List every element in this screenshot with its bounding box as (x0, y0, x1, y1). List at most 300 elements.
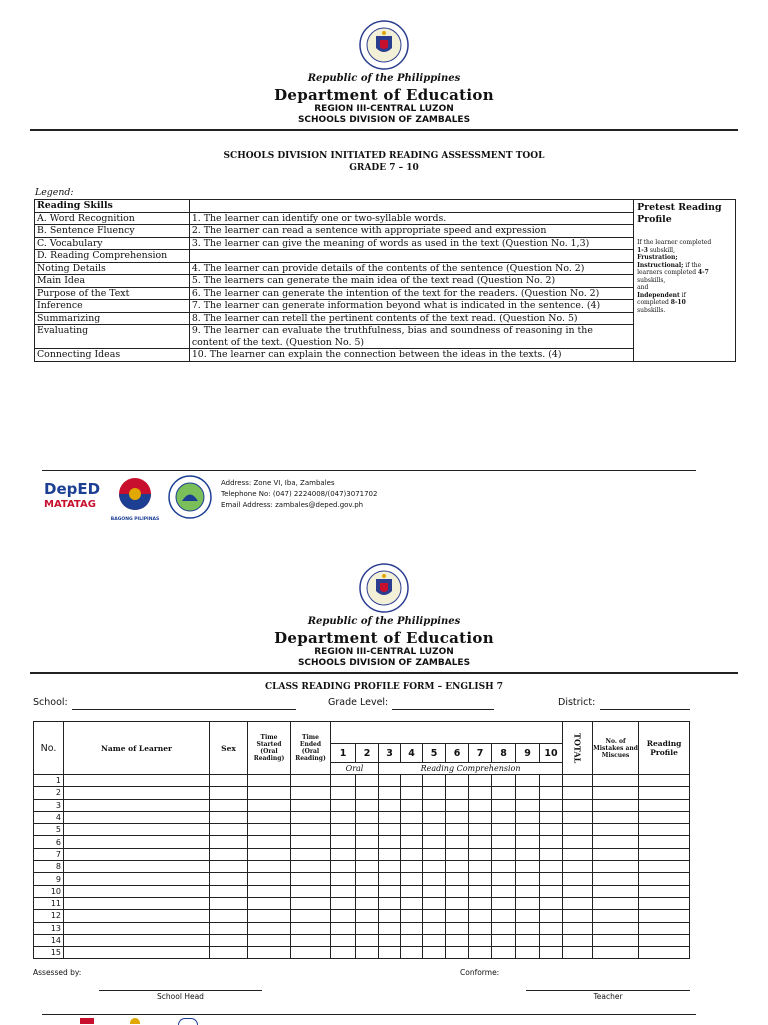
table-cell[interactable] (379, 775, 401, 787)
table-cell[interactable] (516, 934, 540, 946)
table-cell[interactable] (331, 910, 356, 922)
table-cell[interactable] (423, 873, 446, 885)
table-cell[interactable] (356, 811, 379, 823)
skill-desc: 2. The learner can read a sentence with appropriate speed and expression (189, 225, 633, 238)
table-cell[interactable] (291, 934, 331, 946)
table-cell[interactable] (639, 836, 690, 848)
table-cell[interactable] (210, 910, 248, 922)
table-cell[interactable] (64, 947, 210, 959)
table-cell[interactable] (401, 885, 423, 897)
table-row (34, 811, 690, 823)
table-cell[interactable] (423, 897, 446, 909)
table-cell[interactable] (356, 824, 379, 836)
table-cell[interactable] (593, 824, 639, 836)
table-cell[interactable] (64, 910, 210, 922)
table-cell[interactable] (563, 861, 593, 873)
table-cell[interactable] (64, 811, 210, 823)
table-cell[interactable] (379, 922, 401, 934)
table-cell[interactable] (423, 947, 446, 959)
table-cell[interactable] (540, 811, 563, 823)
table-cell[interactable] (469, 811, 492, 823)
table-cell[interactable] (516, 947, 540, 959)
profile-line: subskills, (637, 276, 666, 284)
table-cell[interactable] (446, 897, 469, 909)
table-cell[interactable] (563, 811, 593, 823)
table-cell[interactable] (401, 922, 423, 934)
table-cell[interactable] (446, 848, 469, 860)
table-cell[interactable] (639, 897, 690, 909)
table-cell[interactable] (639, 799, 690, 811)
table-cell[interactable] (291, 861, 331, 873)
table-cell[interactable] (210, 775, 248, 787)
table-cell[interactable] (540, 775, 563, 787)
table-cell[interactable] (248, 873, 291, 885)
table-cell[interactable] (356, 885, 379, 897)
table-cell[interactable] (423, 922, 446, 934)
skill-desc: 10. The learner can explain the connection between the ideas in the texts. (4) (189, 349, 633, 362)
table-cell[interactable] (639, 934, 690, 946)
table-cell[interactable] (248, 947, 291, 959)
table-cell[interactable] (446, 922, 469, 934)
table-cell[interactable] (540, 873, 563, 885)
table-cell[interactable] (379, 824, 401, 836)
cap-comprehension: Reading Comprehension (379, 763, 563, 775)
table-cell[interactable] (64, 848, 210, 860)
table-cell[interactable] (639, 824, 690, 836)
teacher-line[interactable] (526, 990, 690, 991)
table-cell[interactable] (423, 811, 446, 823)
table-cell[interactable] (423, 836, 446, 848)
table-cell[interactable] (492, 885, 516, 897)
table-cell[interactable] (516, 775, 540, 787)
table-cell[interactable] (248, 885, 291, 897)
table-cell[interactable] (540, 824, 563, 836)
table-cell[interactable] (446, 811, 469, 823)
table-cell[interactable] (540, 787, 563, 799)
table-cell[interactable] (379, 897, 401, 909)
table-cell[interactable] (492, 922, 516, 934)
table-cell[interactable] (446, 787, 469, 799)
table-cell[interactable] (401, 947, 423, 959)
row-number: 1 (34, 775, 64, 787)
table-cell[interactable] (423, 934, 446, 946)
table-cell[interactable] (379, 910, 401, 922)
row-number: 5 (34, 824, 64, 836)
table-cell[interactable] (331, 861, 356, 873)
table-cell[interactable] (64, 897, 210, 909)
table-cell[interactable] (291, 775, 331, 787)
table-cell[interactable] (331, 922, 356, 934)
table-cell[interactable] (446, 947, 469, 959)
table-cell[interactable] (593, 922, 639, 934)
table-cell[interactable] (593, 811, 639, 823)
table-cell[interactable] (492, 811, 516, 823)
table-cell[interactable] (210, 897, 248, 909)
table-cell[interactable] (401, 799, 423, 811)
table-cell[interactable] (446, 873, 469, 885)
table-cell[interactable] (379, 836, 401, 848)
row-number: 2 (34, 787, 64, 799)
table-cell[interactable] (469, 922, 492, 934)
table-cell[interactable] (492, 824, 516, 836)
table-cell[interactable] (540, 934, 563, 946)
table-cell[interactable] (492, 873, 516, 885)
table-cell[interactable] (356, 787, 379, 799)
profile-line: subskills. (637, 306, 666, 314)
table-cell[interactable] (593, 775, 639, 787)
table-cell[interactable] (291, 811, 331, 823)
table-cell[interactable] (291, 848, 331, 860)
table-cell[interactable] (563, 775, 593, 787)
table-cell[interactable] (356, 848, 379, 860)
table-cell[interactable] (563, 885, 593, 897)
table-cell[interactable] (423, 799, 446, 811)
table-cell[interactable] (516, 848, 540, 860)
table-cell[interactable] (64, 824, 210, 836)
table-cell[interactable] (540, 836, 563, 848)
table-cell[interactable] (469, 861, 492, 873)
table-cell[interactable] (401, 873, 423, 885)
table-cell[interactable] (248, 934, 291, 946)
skill-desc: 5. The learners can generate the main idea of the text read (Question No. 2) (189, 275, 633, 288)
table-cell[interactable] (291, 897, 331, 909)
table-cell[interactable] (331, 787, 356, 799)
table-cell[interactable] (248, 824, 291, 836)
table-cell[interactable] (516, 873, 540, 885)
table-cell[interactable] (248, 775, 291, 787)
table-cell[interactable] (469, 848, 492, 860)
table-cell[interactable] (331, 897, 356, 909)
table-cell[interactable] (593, 787, 639, 799)
table-cell[interactable] (210, 947, 248, 959)
table-cell[interactable] (356, 861, 379, 873)
table-cell[interactable] (469, 799, 492, 811)
table-cell[interactable] (540, 799, 563, 811)
table-cell[interactable] (492, 775, 516, 787)
table-cell[interactable] (469, 885, 492, 897)
table-cell[interactable] (639, 910, 690, 922)
table-cell[interactable] (639, 848, 690, 860)
table-cell[interactable] (379, 934, 401, 946)
table-cell[interactable] (331, 824, 356, 836)
table-cell[interactable] (210, 861, 248, 873)
table-cell[interactable] (492, 848, 516, 860)
table-cell[interactable] (423, 885, 446, 897)
table-cell[interactable] (331, 934, 356, 946)
table-cell[interactable] (210, 922, 248, 934)
table-cell[interactable] (291, 910, 331, 922)
table-cell[interactable] (492, 861, 516, 873)
table-cell[interactable] (469, 910, 492, 922)
skill-name: Inference (35, 300, 190, 313)
table-cell[interactable] (291, 824, 331, 836)
table-cell[interactable] (516, 922, 540, 934)
table-cell[interactable] (639, 861, 690, 873)
table-cell[interactable] (593, 873, 639, 885)
table-cell[interactable] (492, 897, 516, 909)
table-cell[interactable] (291, 922, 331, 934)
table-row (34, 947, 690, 959)
row-number: 14 (34, 934, 64, 946)
table-cell[interactable] (291, 873, 331, 885)
table-cell[interactable] (401, 848, 423, 860)
table-cell[interactable] (593, 947, 639, 959)
table-cell[interactable] (563, 848, 593, 860)
table-cell[interactable] (469, 897, 492, 909)
table-cell[interactable] (563, 836, 593, 848)
table-cell[interactable] (248, 799, 291, 811)
table-cell[interactable] (563, 799, 593, 811)
table-cell[interactable] (356, 775, 379, 787)
table-cell[interactable] (210, 824, 248, 836)
table-cell[interactable] (331, 947, 356, 959)
table-cell[interactable] (516, 910, 540, 922)
table-cell[interactable] (469, 934, 492, 946)
table-cell[interactable] (593, 897, 639, 909)
table-cell[interactable] (469, 787, 492, 799)
table-cell[interactable] (291, 836, 331, 848)
skill-name: B. Sentence Fluency (35, 225, 190, 238)
table-cell[interactable] (356, 934, 379, 946)
table-cell[interactable] (563, 824, 593, 836)
table-cell[interactable] (540, 848, 563, 860)
row-number: 13 (34, 922, 64, 934)
table-cell[interactable] (379, 885, 401, 897)
table-cell[interactable] (248, 897, 291, 909)
col-total (563, 722, 593, 775)
table-cell[interactable] (401, 897, 423, 909)
table-cell[interactable] (64, 873, 210, 885)
table-cell[interactable] (446, 775, 469, 787)
table-cell[interactable] (563, 910, 593, 922)
table-cell[interactable] (639, 873, 690, 885)
table-cell[interactable] (446, 799, 469, 811)
table-cell[interactable] (379, 811, 401, 823)
table-cell[interactable] (64, 836, 210, 848)
header-divider (30, 672, 738, 674)
table-cell[interactable] (593, 848, 639, 860)
table-cell[interactable] (469, 824, 492, 836)
table-cell[interactable] (401, 824, 423, 836)
table-cell[interactable] (210, 836, 248, 848)
table-cell[interactable] (593, 861, 639, 873)
table-cell[interactable] (401, 934, 423, 946)
table-cell[interactable] (291, 799, 331, 811)
table-cell[interactable] (639, 947, 690, 959)
region-text: REGION III-CENTRAL LUZON (314, 104, 454, 114)
table-cell[interactable] (423, 824, 446, 836)
school-field[interactable] (72, 699, 296, 710)
table-cell[interactable] (401, 775, 423, 787)
table-cell[interactable] (540, 861, 563, 873)
table-cell[interactable] (516, 787, 540, 799)
table-cell[interactable] (379, 947, 401, 959)
table-cell[interactable] (593, 885, 639, 897)
table-cell[interactable] (492, 787, 516, 799)
table-cell[interactable] (563, 897, 593, 909)
table-row (34, 824, 690, 836)
table-cell[interactable] (64, 922, 210, 934)
table-cell[interactable] (540, 885, 563, 897)
table-cell[interactable] (64, 787, 210, 799)
table-cell[interactable] (331, 836, 356, 848)
table-cell[interactable] (446, 861, 469, 873)
table-cell[interactable] (64, 775, 210, 787)
table-cell[interactable] (210, 799, 248, 811)
table-cell[interactable] (639, 811, 690, 823)
table-cell[interactable] (356, 897, 379, 909)
table-cell[interactable] (423, 861, 446, 873)
grade-field[interactable] (392, 699, 494, 710)
table-cell[interactable] (379, 873, 401, 885)
col-name: Name of Learner (64, 722, 210, 775)
school-head-line[interactable] (99, 990, 262, 991)
table-cell[interactable] (516, 824, 540, 836)
table-cell[interactable] (291, 947, 331, 959)
table-cell[interactable] (356, 947, 379, 959)
table-cell[interactable] (248, 836, 291, 848)
table-cell[interactable] (446, 824, 469, 836)
table-cell[interactable] (593, 910, 639, 922)
table-cell[interactable] (469, 947, 492, 959)
table-cell[interactable] (210, 787, 248, 799)
table-row (34, 787, 690, 799)
table-cell[interactable] (331, 775, 356, 787)
table-cell[interactable] (379, 787, 401, 799)
republic-text: Republic of the Philippines (307, 616, 461, 627)
table-cell[interactable] (639, 885, 690, 897)
table-cell[interactable] (563, 934, 593, 946)
table-cell[interactable] (401, 787, 423, 799)
table-cell[interactable] (64, 861, 210, 873)
table-cell[interactable] (210, 811, 248, 823)
table-cell[interactable] (248, 811, 291, 823)
profile-line: subskill, (647, 246, 675, 254)
table-cell[interactable] (248, 910, 291, 922)
deped-matatag-logo (44, 480, 100, 524)
profile-line: If the learner completed (637, 239, 712, 246)
table-cell[interactable] (356, 873, 379, 885)
profile-line: 8-10 (670, 299, 686, 306)
table-cell[interactable] (356, 922, 379, 934)
legend-table (34, 199, 736, 362)
table-cell[interactable] (423, 910, 446, 922)
table-cell[interactable] (401, 836, 423, 848)
table-cell[interactable] (540, 910, 563, 922)
table-cell[interactable] (356, 799, 379, 811)
teacher-label: Teacher (593, 992, 623, 1001)
table-cell[interactable] (563, 922, 593, 934)
table-cell[interactable] (639, 787, 690, 799)
table-cell[interactable] (379, 848, 401, 860)
table-cell[interactable] (248, 922, 291, 934)
table-row (34, 861, 690, 873)
row-number: 15 (34, 947, 64, 959)
table-cell[interactable] (516, 799, 540, 811)
table-cell[interactable] (356, 910, 379, 922)
table-cell[interactable] (540, 922, 563, 934)
table-cell[interactable] (423, 775, 446, 787)
table-cell[interactable] (401, 861, 423, 873)
table-cell[interactable] (210, 873, 248, 885)
table-cell[interactable] (64, 885, 210, 897)
table-cell[interactable] (248, 848, 291, 860)
table-cell[interactable] (469, 873, 492, 885)
table-cell[interactable] (492, 799, 516, 811)
district-field[interactable] (600, 699, 690, 710)
table-cell[interactable] (639, 775, 690, 787)
bagong-pilipinas-logo-icon (108, 474, 162, 518)
table-cell[interactable] (423, 848, 446, 860)
skill-name: Connecting Ideas (35, 349, 190, 362)
table-cell[interactable] (469, 775, 492, 787)
table-cell[interactable] (64, 799, 210, 811)
table-cell[interactable] (639, 922, 690, 934)
table-cell[interactable] (248, 787, 291, 799)
table-cell[interactable] (540, 897, 563, 909)
table-cell[interactable] (593, 799, 639, 811)
table-cell[interactable] (331, 799, 356, 811)
table-cell[interactable] (210, 848, 248, 860)
class-profile-table (33, 721, 690, 959)
table-cell[interactable] (210, 885, 248, 897)
table-cell[interactable] (291, 787, 331, 799)
table-cell[interactable] (446, 934, 469, 946)
table-row (34, 799, 690, 811)
table-cell[interactable] (210, 934, 248, 946)
table-cell[interactable] (446, 910, 469, 922)
department-title: Department of Education (274, 86, 494, 104)
table-cell[interactable] (248, 861, 291, 873)
table-cell[interactable] (563, 947, 593, 959)
table-cell[interactable] (593, 836, 639, 848)
table-cell[interactable] (516, 836, 540, 848)
table-cell[interactable] (563, 873, 593, 885)
table-cell[interactable] (492, 836, 516, 848)
conforme-label: Conforme: (460, 968, 500, 977)
table-cell[interactable] (331, 873, 356, 885)
table-cell[interactable] (331, 885, 356, 897)
table-cell[interactable] (379, 799, 401, 811)
table-cell[interactable] (356, 836, 379, 848)
table-cell[interactable] (331, 811, 356, 823)
table-cell[interactable] (563, 787, 593, 799)
table-cell[interactable] (446, 885, 469, 897)
table-cell[interactable] (492, 934, 516, 946)
table-cell[interactable] (516, 885, 540, 897)
table-cell[interactable] (446, 836, 469, 848)
table-cell[interactable] (492, 947, 516, 959)
table-cell[interactable] (492, 910, 516, 922)
table-cell[interactable] (516, 897, 540, 909)
table-cell[interactable] (64, 934, 210, 946)
region-text: REGION III-CENTRAL LUZON (314, 647, 454, 657)
skill-name: Summarizing (35, 312, 190, 325)
table-cell[interactable] (331, 848, 356, 860)
table-cell[interactable] (401, 910, 423, 922)
assessed-by-label: Assessed by: (33, 968, 82, 977)
table-cell[interactable] (469, 836, 492, 848)
skill-desc: 7. The learner can generate information beyond what is indicated in the sentence. (4) (189, 300, 633, 313)
table-cell[interactable] (516, 811, 540, 823)
table-cell[interactable] (291, 885, 331, 897)
table-cell[interactable] (401, 811, 423, 823)
table-cell[interactable] (379, 861, 401, 873)
table-cell[interactable] (593, 934, 639, 946)
table-cell[interactable] (540, 947, 563, 959)
table-cell[interactable] (516, 861, 540, 873)
table-cell[interactable] (423, 787, 446, 799)
